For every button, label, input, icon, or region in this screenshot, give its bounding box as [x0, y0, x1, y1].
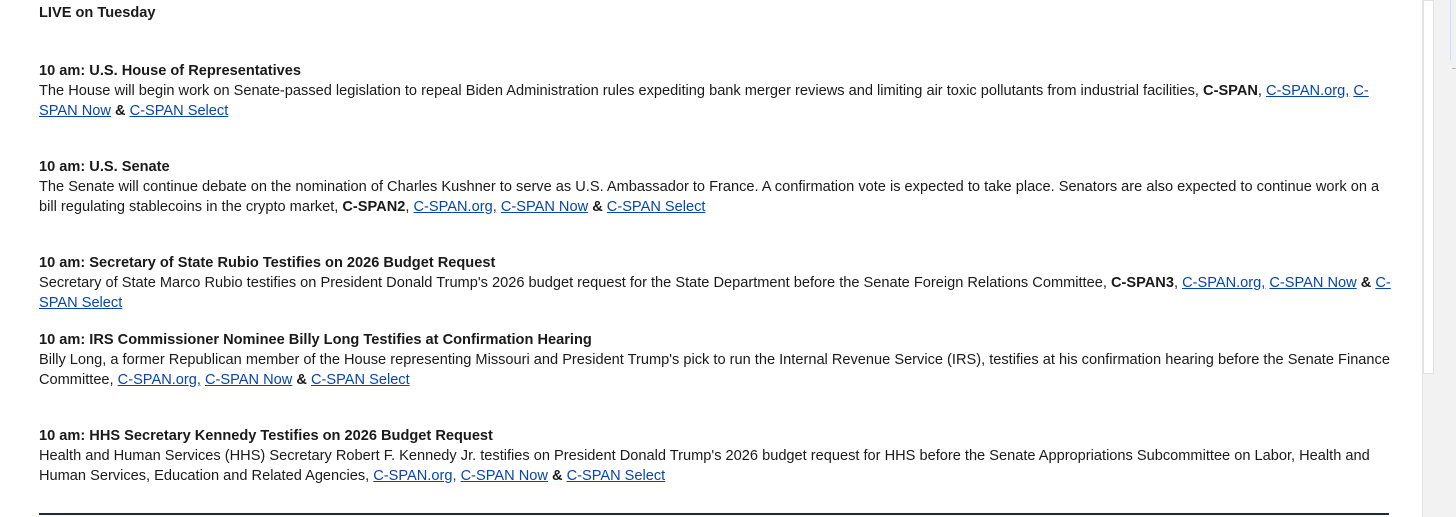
schedule-item-house: [39, 61, 1391, 121]
cspan-select-link[interactable]: C-SPAN Select: [129, 103, 229, 119]
cspan-select-link[interactable]: C-SPAN Select: [566, 468, 666, 484]
bottom-divider: [39, 513, 1389, 515]
item-description: Secretary of State Marco Rubio testifies on President Donald Trump's 2026 budget request for the State Department before the Senate Foreign Relations Committee, C-SPAN3, C-SPAN.org, C-SPAN Now & C-SPAN Select: [39, 275, 1391, 311]
cspan-org-link[interactable]: C-SPAN.org,: [1182, 275, 1266, 291]
scrollbar-thumb[interactable]: [1423, 0, 1434, 374]
schedule-item-senate: [39, 157, 1391, 217]
cspan-org-link[interactable]: C-SPAN.org,: [413, 199, 497, 215]
cspan-now-link[interactable]: C-SPAN Now: [205, 372, 293, 388]
channel-label: C-SPAN3: [1110, 275, 1174, 291]
channel-label: C-SPAN: [1203, 83, 1258, 99]
channel-label: C-SPAN2: [342, 199, 406, 215]
window-edge-tick: [1452, 68, 1456, 69]
item-title: 10 am: HHS Secretary Kennedy Testifies on 2026 Budget Request: [39, 428, 493, 444]
item-description: [39, 350, 1391, 390]
cspan-now-link[interactable]: C-SPAN Now: [39, 83, 1369, 119]
item-title: 10 am: U.S. House of Representatives: [39, 63, 301, 79]
window-edge-line: [1450, 0, 1456, 60]
item-title: 10 am: IRS Commissioner Nominee Billy Long Testifies at Confirmation Hearing: [39, 332, 592, 348]
cspan-select-link[interactable]: C-SPAN Select: [310, 372, 410, 388]
item-title: 10 am: U.S. Senate: [39, 159, 170, 175]
ampersand: &: [592, 199, 603, 215]
schedule-item-irs: [39, 330, 1391, 390]
schedule-item-hhs: [39, 426, 1391, 486]
description-text: The House will begin work on Senate-passed legislation to repeal Biden Administration rules expediting bank merger reviews and limiting air toxic pollutants from industrial facilities,: [39, 83, 1199, 99]
description-text: Billy Long, a former Republican member of the House representing Missouri and President Trump's pick to run the Internal Revenue Service (IRS), testifies at his confirmation hearing before the Senate Finance Committee,: [39, 352, 1390, 388]
description-text: The Senate will continue debate on the nomination of Charles Kushner to serve as U.S. Ambassador to France. A confirmation vote is expected to take place. Senators are also expected to continue work on a bill regulating stablecoins in the crypto market,: [39, 179, 1380, 215]
description-text: Health and Human Services (HHS) Secretary Robert F. Kennedy Jr. testifies on President Donald Trump's 2026 budget request for HHS before the Senate Appropriations Subcommittee on Labor, Health and Human Services, Education and Related Agencies,: [39, 448, 1370, 484]
page-heading: LIVE on Tuesday: [39, 5, 156, 21]
ampersand: &: [296, 372, 307, 388]
item-title: 10 am: Secretary of State Rubio Testifies on 2026 Budget Request: [39, 255, 496, 271]
cspan-now-link[interactable]: C-SPAN Now: [500, 199, 589, 215]
cspan-select-link[interactable]: C-SPAN Select: [606, 199, 706, 215]
item-description: [39, 446, 1391, 486]
cspan-select-link[interactable]: C-SPAN Select: [39, 275, 1391, 311]
cspan-now-link[interactable]: C-SPAN Now: [460, 468, 548, 484]
item-description: The Senate will continue debate on the nomination of Charles Kushner to serve as U.S. Ambassador to France. A confirmation vote is expected to take place. Senators are also expected to continue work on a bill regulating stablecoins in the crypto market, C-SPAN2, C-SPAN.org, C-SPAN Now & C-SPAN Select: [39, 179, 1380, 215]
ampersand: &: [551, 468, 563, 484]
cspan-now-link[interactable]: C-SPAN Now: [1269, 275, 1357, 291]
cspan-org-link[interactable]: C-SPAN.org,: [1266, 83, 1350, 99]
cspan-org-link[interactable]: C-SPAN.org,: [117, 372, 201, 388]
schedule-item-rubio: [39, 253, 1391, 313]
cspan-org-link[interactable]: C-SPAN.org,: [373, 468, 457, 484]
ampersand: &: [114, 103, 126, 119]
ampersand: &: [1360, 275, 1372, 291]
description-text: Secretary of State Marco Rubio testifies on President Donald Trump's 2026 budget request for the State Department before the Senate Foreign Relations Committee,: [39, 275, 1107, 291]
item-description: The House will begin work on Senate-passed legislation to repeal Biden Administration rules expediting bank merger reviews and limiting air toxic pollutants from industrial facilities, C-SPAN, C-SPAN.org, C-SPAN Now & C-SPAN Select: [39, 83, 1369, 119]
